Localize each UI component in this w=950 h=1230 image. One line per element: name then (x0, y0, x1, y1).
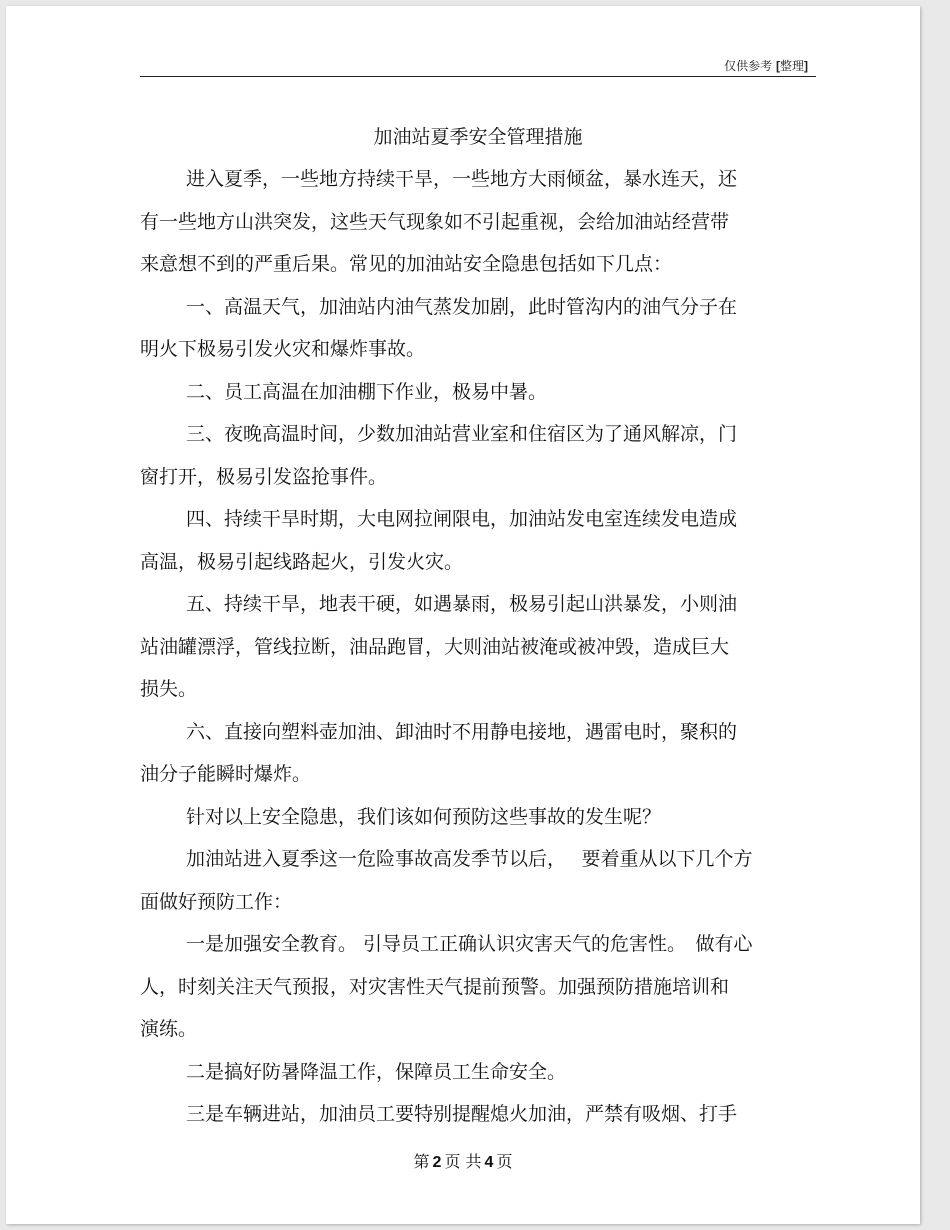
paragraph-line: 窗打开，极易引发盗抢事件。 (140, 465, 388, 488)
paragraph (140, 583, 816, 711)
paragraph (140, 498, 816, 583)
document-title: 加油站夏季安全管理措施 (373, 126, 583, 148)
paragraph-line: 高温，极易引起线路起火，引发火灾。 (140, 550, 464, 573)
document-body (140, 116, 816, 1136)
document-page (6, 6, 920, 1224)
paragraph (140, 796, 816, 839)
paragraph-line: 三是车辆进站，加油员工要特别提醒熄火加油，严禁有吸烟、打手 (186, 1103, 738, 1125)
paragraph-line: 明火下极易引发火灾和爆炸事故。 (140, 338, 426, 360)
page-number (6, 1149, 920, 1172)
paragraph (140, 923, 816, 1051)
paragraph-line: 四、持续干旱时期，大电网拉闸限电，加油站发电室连续发电造成 (186, 508, 738, 530)
paragraph-line: 二、员工高温在加油棚下作业，极易中暑。 (186, 380, 548, 403)
paragraph-line: 二是搞好防暑降温工作，保障员工生命安全。 (186, 1060, 567, 1083)
paragraph (140, 371, 816, 414)
page-prefix: 第 (413, 1152, 430, 1171)
paragraph-line: 演练。 (140, 1018, 198, 1040)
paragraph-line: 三、夜晚高温时间，少数加油站营业室和住宿区为了通风解凉，门 (186, 423, 738, 445)
paragraph-line: 五、持续干旱，地表干硬，如遇暴雨，极易引起山洪暴发，小则油 (186, 593, 738, 615)
header-tag: 整理 (779, 59, 804, 73)
paragraph (140, 1051, 816, 1094)
header-tag-close: ] (804, 59, 808, 73)
header-note-text: 仅供参考 (724, 59, 773, 73)
paragraph-line: 进入夏季，一些地方持续干旱，一些地方大雨倾盆，暴水连天，还 (186, 168, 738, 190)
current-page: 2 (432, 1154, 442, 1171)
paragraph-line: 一是加强安全教育。 引导员工正确认识灾害天气的危害性。 做有心 (186, 933, 753, 955)
paragraph-line: 来意想不到的严重后果。常见的加油站安全隐患包括如下几点： (140, 253, 673, 275)
paragraph (140, 1093, 816, 1136)
paragraph-list (140, 158, 816, 1136)
header-note (724, 57, 808, 74)
paragraph (140, 413, 816, 498)
paragraph (140, 286, 816, 371)
paragraph-line: 损失。 (140, 678, 198, 700)
paragraph-line: 加油站进入夏季这一危险事故高发季节以后， 要着重从以下几个方 (186, 848, 753, 870)
total-pages: 4 (484, 1154, 494, 1171)
paragraph-line: 有一些地方山洪突发，这些天气现象如不引起重视，会给加油站经营带 (140, 210, 730, 233)
page-suffix: 页 (496, 1152, 513, 1171)
paragraph-line: 六、直接向塑料壶加油、卸油时不用静电接地，遇雷电时，聚积的 (186, 720, 738, 743)
paragraph (140, 838, 816, 923)
header-tag-open: [ (775, 59, 780, 73)
page-middle: 页 共 (444, 1152, 482, 1171)
paragraph (140, 158, 816, 286)
paragraph-line: 油分子能瞬时爆炸。 (140, 763, 312, 785)
paragraph (140, 711, 816, 796)
paragraph-line: 站油罐漂浮，管线拉断，油品跑冒，大则油站被淹或被冲毁，造成巨大 (140, 635, 730, 658)
paragraph-line: 一、高温天气，加油站内油气蒸发加剧，此时管沟内的油气分子在 (186, 295, 738, 318)
paragraph-line: 人，时刻关注天气预报，对灾害性天气提前预警。加强预防措施培训和 (140, 975, 730, 998)
header-divider (140, 76, 816, 77)
paragraph-line: 针对以上安全隐患，我们该如何预防这些事故的发生呢？ (186, 805, 662, 828)
paragraph-line: 面做好预防工作： (140, 890, 293, 913)
